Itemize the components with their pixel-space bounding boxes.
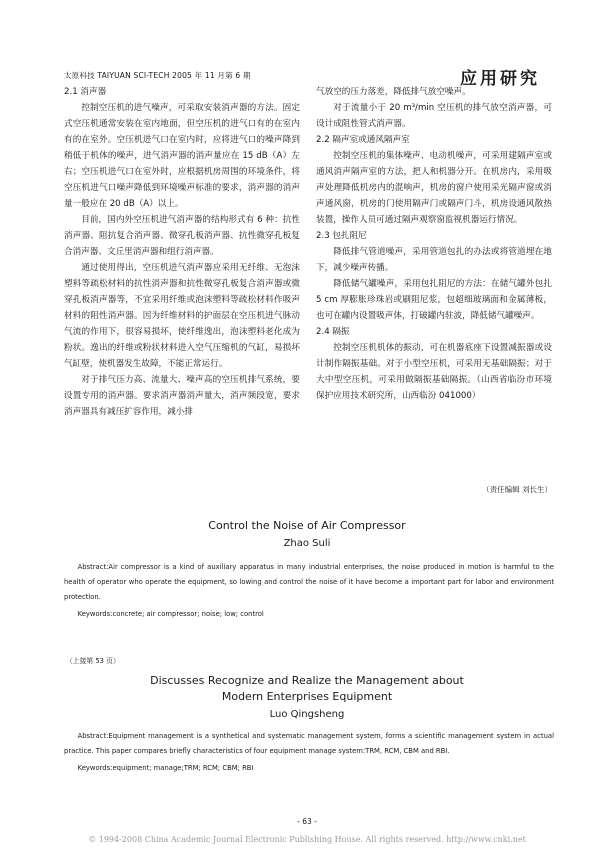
article2-keywords: Keywords:equipment; manage;TRM; RCM; CBM; RBI: [77, 764, 254, 772]
left-column: [64, 84, 300, 420]
right-column: [316, 84, 552, 404]
body-paragraph: 降低储气罐噪声，采用包扎阻尼的方法：在储气罐外包扎 5 cm 厚膨胀珍珠岩或刷阻尼浆，包超细玻璃面和金属薄板，也可在罐内设置吸声体，打破罐内驻波，降低储气罐噪声。: [316, 279, 552, 321]
section-heading: 2.2 隔声室或通风隔声室: [316, 135, 410, 145]
article1-author: Zhao Suli: [283, 538, 331, 549]
body-paragraph: 对于排气压力高、流量大、噪声高的空压机排气系统，要设置专用的消声器。要求消声器消声量大，消声频段宽，要求消声器具有减压扩容作用，减小排: [64, 375, 300, 417]
section-heading: 2.1 消声器: [64, 87, 107, 97]
section-heading: 气放空的压力落差，降低排气放空噪声。: [316, 87, 471, 97]
body-paragraph: 通过使用得出，空压机进气消声器应采用无纤维、无泡沫塑料等疏松材料的抗性消声器和抗性微穿孔板复合消声器或微穿孔板消声器等，不宜采用纤维或泡沫塑料等疏松材料作吸声材料的阻性消声器。因为纤维材料的护面层在空压机进气脉动气流的作用下，很容易损坏，使纤维逸出，泡沫塑料老化成为粉状。逸出的纤维或粉状材料进入空气压缩机的气缸，易损坏气缸壁，使机器发生故障，不能正常运行。: [64, 263, 300, 369]
journal-header: 太原科技 TAIYUAN SCI-TECH 2005 年 11 月第 6 期: [64, 71, 251, 80]
page-number: - 63 -: [297, 817, 317, 826]
body-paragraph: 控制空压机的集体噪声、电动机噪声，可采用建隔声室或通风消声隔声室的方法，把人和机器分开。在机房内，采用吸声处理降低机房内的混响声，机房的窗户使用采光隔声窗或消声通风窗，机房的门使用隔声门或隔声门斗，机房设通风散热装置，操作人员可通过隔声观察窗监视机器运行情况。: [316, 151, 552, 225]
body-paragraph: 控制空压机机体的振动，可在机器底座下设置减振器或设计制作隔振基础。对于小型空压机，可采用无基础隔振；对于大中型空压机，可采用做隔振基础隔振。（山西省临汾市环境保护应用技术研究所，山西临汾 041000）: [316, 343, 552, 401]
article2-title-line2: Modern Enterprises Equipment: [221, 690, 393, 703]
editor-credit: （责任编辑 刘长生）: [482, 485, 552, 494]
article2-abstract-text: Abstract:Equipment management is a synthetical and systematic management system, forms a scientific management system in actual practice. This paper compares briefly characteristics of four equipment manage system:TRM, RCM, CBM and RBI.: [64, 732, 554, 755]
body-paragraph: 控制空压机的进气噪声，可采取安装消声器的方法。固定式空压机通常安装在室内地面，但空压机的进气口有的在室内有的在室外。空压机进气口在室内时，应将进气口的噪声降到稍低于机体的噪声，进气消声器的消声量应在 15 dB（A）左右；空压机进气口在室外时，应根据机房周围的环境条件，将空压机进气口噪声降低到环境噪声标准的要求，消声器的消声量一般应在 20 dB（A）以上。: [64, 103, 300, 209]
body-paragraph: 对于流量小于 20 m³/min 空压机的排气放空消声器，可设计成阻性管式消声器。: [316, 103, 552, 129]
article1-abstract-text: Abstract:Air compressor is a kind of auxiliary apparatus in many industrial enterprises, the noise produced in motion is harmful to the health of operator who operate the equipment, so lowing and control the noise of it have become a important part for labor and environment protection.: [64, 563, 554, 601]
section-heading: 2.3 包扎阻尼: [316, 231, 367, 241]
continued-note: （上接第 53 页）: [66, 657, 120, 665]
body-paragraph: 降低排气管道噪声，采用管道包扎的办法或将管道埋在地下，减少噪声传播。: [316, 247, 552, 273]
article2-abstract: [64, 729, 554, 776]
article1-abstract: [64, 560, 554, 622]
section-heading: 2.4 隔振: [316, 327, 350, 337]
body-paragraph: 目前，国内外空压机进气消声器的结构形式有 6 种：抗性消声器、阻抗复合消声器、微穿孔板消声器、抗性微穿孔板复合消声器、文丘里消声器和组行消声器。: [64, 215, 300, 257]
article1-keywords: Keywords:concrete; air compressor; noise; low; control: [77, 610, 264, 618]
article2-title-line1: Discusses Recognize and Realize the Management about: [150, 674, 464, 687]
section-title: 应用研究: [460, 69, 540, 89]
article1-title: Control the Noise of Air Compressor: [208, 519, 406, 532]
copyright-footer: © 1994-2008 China Academic Journal Electronic Publishing House. All rights reserved. http://www.cnki.net: [88, 835, 526, 844]
article2-author: Luo Qingsheng: [269, 709, 345, 720]
